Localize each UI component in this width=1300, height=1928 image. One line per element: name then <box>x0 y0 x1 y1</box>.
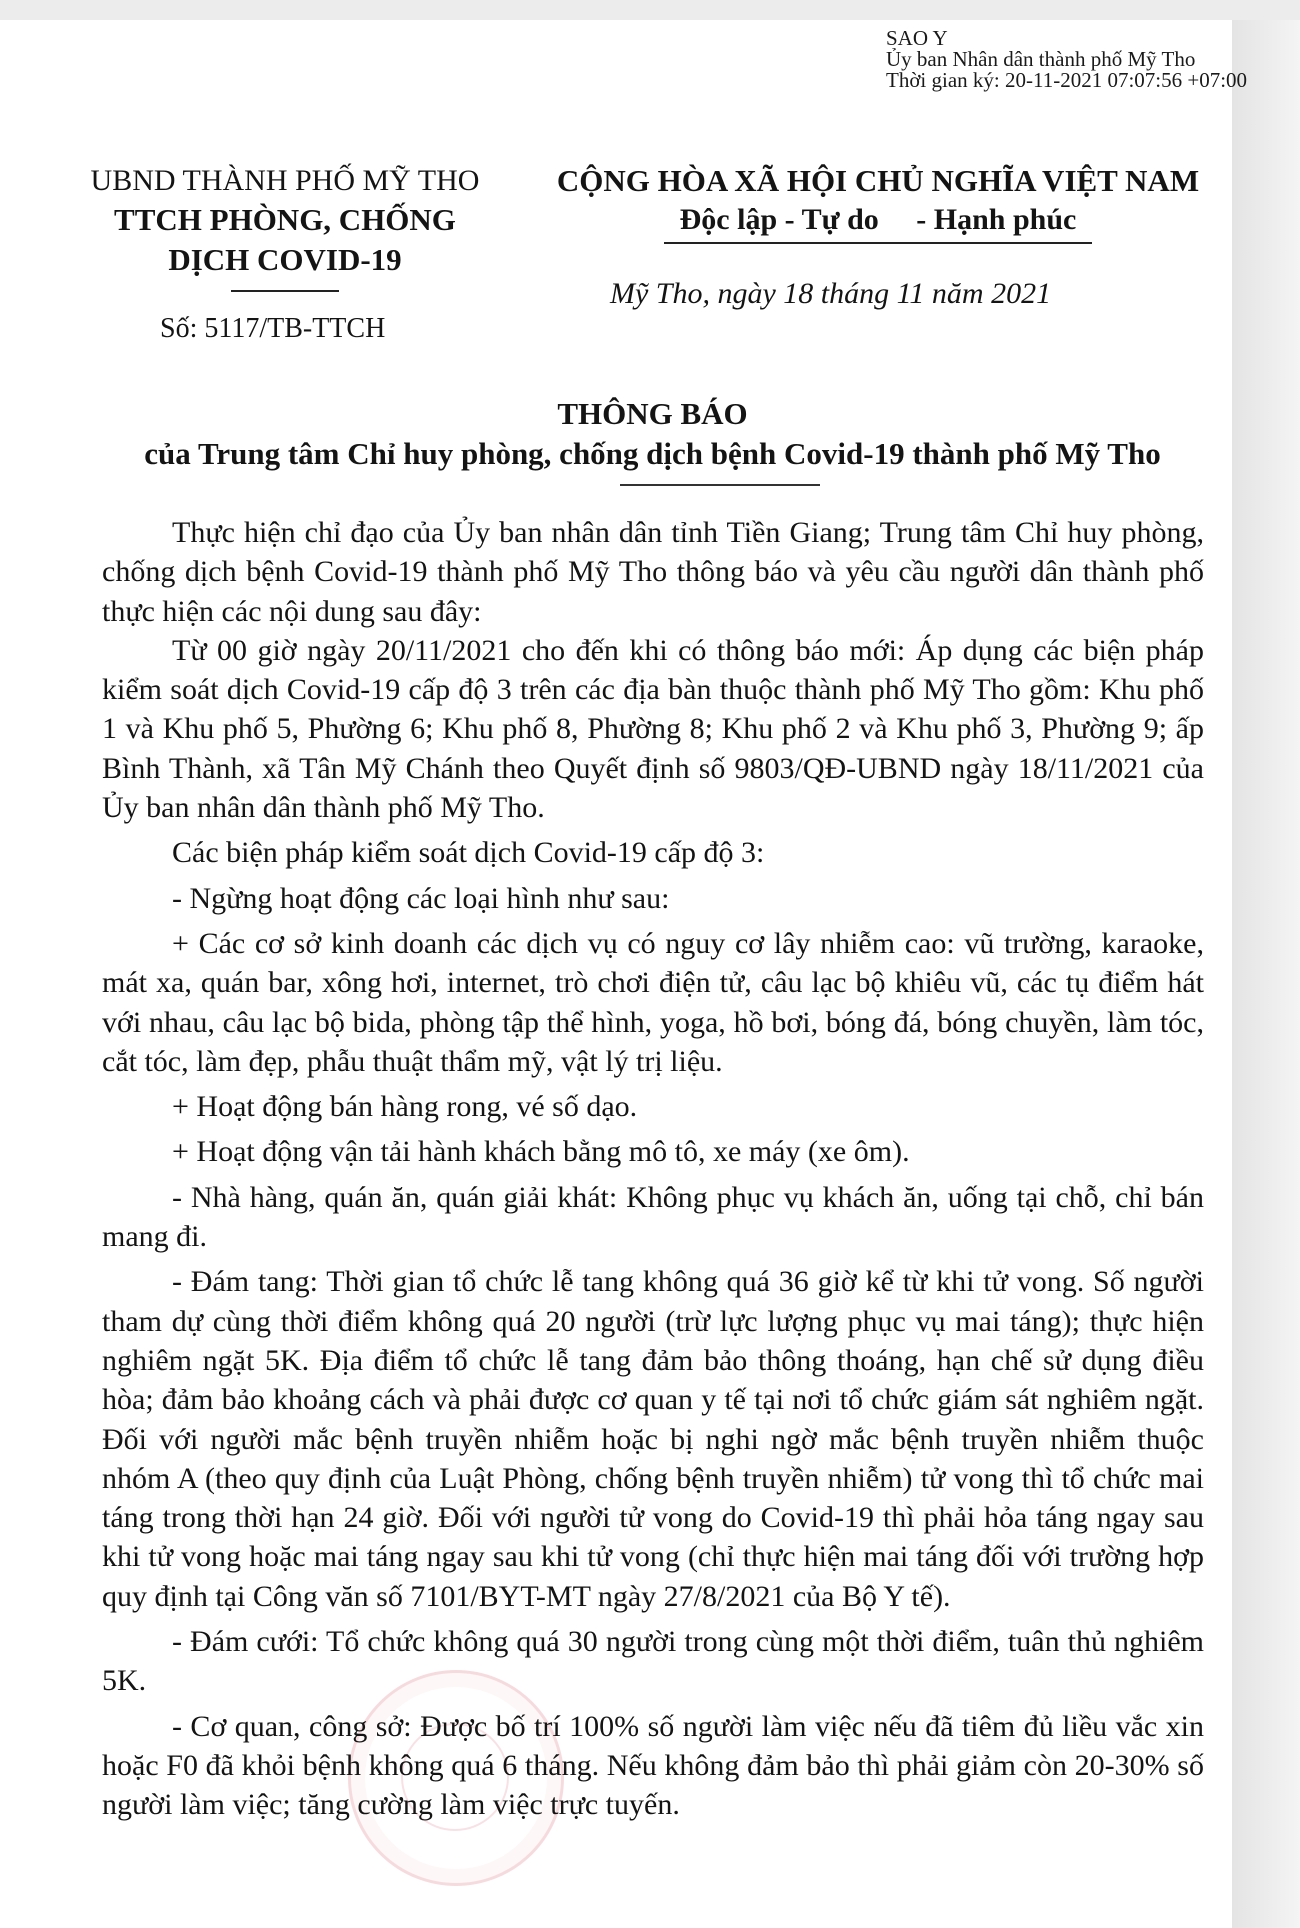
paragraph: + Hoạt động vận tải hành khách bằng mô tô, xe máy (xe ôm). <box>172 1135 910 1169</box>
paragraph: Các biện pháp kiểm soát dịch Covid-19 cấp độ 3: <box>172 836 765 870</box>
national-motto: Độc lập - Tự do - Hạnh phúc <box>679 203 1077 236</box>
document-title: THÔNG BÁO <box>557 396 748 431</box>
page-edge-shadow <box>1232 20 1300 1928</box>
paragraph: - Nhà hàng, quán ăn, quán giải khát: Không phục vụ khách ăn, uống tại chỗ, chỉ bán mang đi. <box>102 1180 1204 1254</box>
national-title: CỘNG HÒA XÃ HỘI CHỦ NGHĨA VIỆT NAM <box>556 163 1200 198</box>
document-body <box>102 513 1204 1825</box>
motto-underline <box>664 242 1092 244</box>
document-number: Số: 5117/TB-TTCH <box>160 313 386 344</box>
stamp-line-3: Thời gian ký: 20-11-2021 07:07:56 +07:00 <box>886 68 1248 92</box>
issuing-agency-header <box>70 162 500 292</box>
agency-line-3: DỊCH COVID-19 <box>168 242 402 277</box>
paragraph: Từ 00 giờ ngày 20/11/2021 cho đến khi có thông báo mới: Áp dụng các biện pháp kiểm soát dịch Covid-19 cấp độ 3 trên các địa bàn thuộc thành phố Mỹ Tho gồm: Khu phố 1 và Khu phố 5, Phường 6; Khu phố 8, Phường 8; Khu phố 2 và Khu phố 3, Phường 9; ấp Bình Thành, xã Tân Mỹ Chánh theo Quyết định số 9803/QĐ-UBND ngày 18/11/2021 của Ủy ban nhân dân thành phố Mỹ Tho. <box>102 633 1204 825</box>
document-subtitle: của Trung tâm Chỉ huy phòng, chống dịch bệnh Covid-19 thành phố Mỹ Tho <box>144 436 1161 471</box>
paragraph: - Đám tang: Thời gian tổ chức lễ tang không quá 36 giờ kể từ khi tử vong. Số người tham dự cùng thời điểm không quá 20 người (trừ lực lượng phục vụ mai táng); thực hiện nghiêm ngặt 5K. Địa điểm tổ chức lễ tang đảm bảo thông thoáng, hạn chế sử dụng điều hòa; đảm bảo khoảng cách và phải được cơ quan y tế tại nơi tổ chức giám sát nghiêm ngặt. Đối với người mắc bệnh truyền nhiễm hoặc bị nghi ngờ mắc bệnh truyền nhiễm thuộc nhóm A (theo quy định của Luật Phòng, chống bệnh truyền nhiễm) tử vong thì tổ chức mai táng trong thời hạn 24 giờ. Đối với người tử vong do Covid-19 thì phải hỏa táng ngay sau khi tử vong hoặc mai táng ngay sau khi tử vong (chỉ thực hiện mai táng đối với trường hợp quy định tại Công văn số 7101/BYT-MT ngày 27/8/2021 của Bộ Y tế). <box>102 1265 1204 1613</box>
paragraph: Thực hiện chỉ đạo của Ủy ban nhân dân tỉnh Tiền Giang; Trung tâm Chỉ huy phòng, chống dịch bệnh Covid-19 thành phố Mỹ Tho thông báo và yêu cầu người dân thành phố thực hiện các nội dung sau đây: <box>102 516 1204 628</box>
paragraph: - Cơ quan, công sở: Được bố trí 100% số người làm việc nếu đã tiêm đủ liều vắc xin hoặc F0 đã khỏi bệnh không quá 6 tháng. Nếu không đảm bảo thì phải giảm còn 20-30% số người làm việc; tăng cường làm việc trực tuyến. <box>102 1709 1204 1822</box>
agency-line-2: TTCH PHÒNG, CHỐNG <box>114 202 456 237</box>
stamp-line-2: Ủy ban Nhân dân thành phố Mỹ Tho <box>886 47 1196 71</box>
paragraph: + Các cơ sở kinh doanh các dịch vụ có nguy cơ lây nhiễm cao: vũ trường, karaoke, mát xa, quán bar, xông hơi, internet, trò chơi điện tử, câu lạc bộ khiêu vũ, các tụ điểm hát với nhau, câu lạc bộ bida, phòng tập thể hình, yoga, hồ bơi, bóng đá, bóng chuyền, làm tóc, cắt tóc, làm đẹp, phẫu thuật thẩm mỹ, vật lý trị liệu. <box>102 926 1204 1078</box>
agency-line-1: UBND THÀNH PHỐ MỸ THO <box>90 164 480 197</box>
paragraph: + Hoạt động bán hàng rong, vé số dạo. <box>172 1090 638 1124</box>
paragraph: - Đám cưới: Tổ chức không quá 30 người trong cùng một thời điểm, tuân thủ nghiêm 5K. <box>102 1625 1204 1698</box>
date-line: Mỹ Tho, ngày 18 tháng 11 năm 2021 <box>610 277 1052 310</box>
paragraph: - Ngừng hoạt động các loại hình như sau: <box>172 881 670 915</box>
signature-stamp <box>886 28 1300 91</box>
stamp-line-1: SAO Y <box>886 26 948 50</box>
top-band <box>0 0 1300 20</box>
agency-underline <box>231 290 339 292</box>
national-header <box>538 162 1218 244</box>
subtitle-underline <box>620 484 820 486</box>
